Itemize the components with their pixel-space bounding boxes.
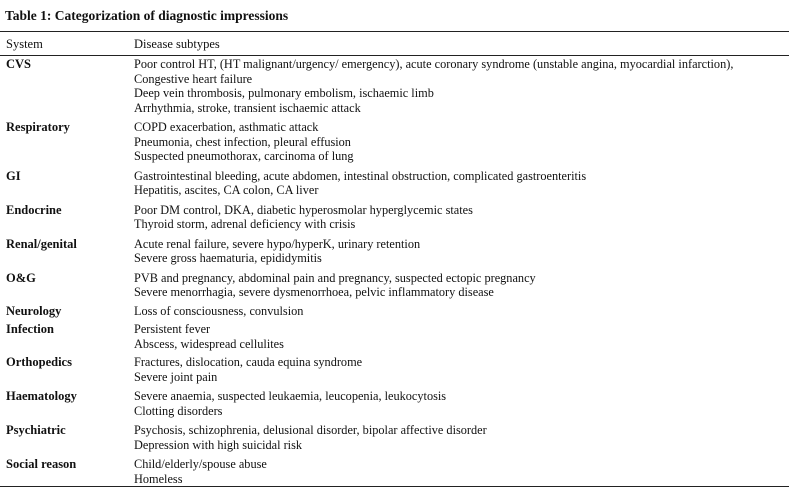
disease-subtypes-cell (134, 355, 789, 384)
disease-line: Abscess, widespread cellulites (134, 336, 284, 351)
disease-subtypes-cell (134, 237, 789, 266)
disease-subtypes-cell (134, 423, 789, 452)
table-row (0, 355, 789, 384)
bottom-rule (0, 486, 789, 487)
system-cell: Psychiatric (6, 423, 66, 437)
system-cell: Endocrine (6, 202, 62, 217)
disease-line: Fractures, dislocation, cauda equina syndrome (134, 355, 363, 369)
disease-line: Congestive heart failure (134, 71, 253, 86)
disease-subtypes-cell (134, 120, 789, 164)
system-cell: O&G (6, 270, 36, 285)
disease-line: Loss of consciousness, convulsion (134, 303, 304, 318)
disease-line: Clotting disorders (134, 403, 223, 418)
system-cell: Respiratory (6, 120, 70, 134)
top-rule (0, 31, 789, 32)
table-row (0, 237, 789, 266)
disease-line: Severe gross haematuria, epididymitis (134, 251, 322, 265)
disease-line: Child/elderly/spouse abuse (134, 457, 267, 471)
table-row (0, 203, 789, 232)
disease-subtypes-cell (134, 389, 789, 418)
disease-line: Homeless (134, 471, 183, 486)
table-row (0, 57, 789, 115)
disease-subtypes-cell (134, 169, 789, 198)
header-disease-subtypes: Disease subtypes (134, 37, 220, 51)
disease-line: Gastrointestinal bleeding, acute abdomen, intestinal obstruction, complicated gastroenteritis (134, 168, 587, 183)
disease-line: Depression with high suicidal risk (134, 437, 303, 452)
disease-subtypes-cell (134, 322, 789, 351)
table-title: Table 1: Categorization of diagnostic impressions (5, 8, 289, 23)
system-cell: Infection (6, 322, 54, 336)
table-row (0, 304, 789, 319)
disease-line: Suspected pneumothorax, carcinoma of lung (134, 149, 354, 163)
disease-line: Poor control HT, (HT malignant/urgency/ emergency), acute coronary syndrome (unstable angina, myocardial infarction), (134, 57, 734, 71)
system-cell: Haematology (6, 389, 77, 403)
disease-line: Thyroid storm, adrenal deficiency with crisis (134, 217, 356, 231)
disease-line: COPD exacerbation, asthmatic attack (134, 120, 319, 134)
table-row (0, 322, 789, 351)
system-cell: CVS (6, 57, 32, 71)
table-body (0, 57, 789, 486)
disease-line: Persistent fever (134, 322, 211, 336)
table-row (0, 423, 789, 452)
table-row (0, 271, 789, 300)
system-cell: Orthopedics (6, 355, 72, 369)
system-cell: Neurology (6, 303, 62, 318)
table-row (0, 169, 789, 198)
disease-line: Hepatitis, ascites, CA colon, CA liver (134, 183, 319, 197)
header-system: System (6, 37, 43, 51)
system-cell: Social reason (6, 457, 77, 471)
disease-line: Poor DM control, DKA, diabetic hyperosmolar hyperglycemic states (134, 202, 473, 217)
disease-subtypes-cell (134, 304, 789, 319)
table-row (0, 457, 789, 486)
disease-subtypes-cell (134, 203, 789, 232)
disease-subtypes-cell (134, 271, 789, 300)
disease-line: Pneumonia, chest infection, pleural effusion (134, 134, 351, 149)
disease-line: Deep vein thrombosis, pulmonary embolism, ischaemic limb (134, 86, 434, 100)
disease-line: Severe joint pain (134, 369, 218, 384)
disease-line: Psychosis, schizophrenia, delusional disorder, bipolar affective disorder (134, 423, 487, 437)
system-cell: Renal/genital (6, 236, 77, 251)
disease-line: Severe anaemia, suspected leukaemia, leucopenia, leukocytosis (134, 389, 447, 403)
table-row (0, 120, 789, 164)
header-rule (0, 55, 789, 56)
system-cell: GI (6, 168, 21, 183)
disease-line: Severe menorrhagia, severe dysmenorrhoea, pelvic inflammatory disease (134, 285, 494, 299)
disease-line: Acute renal failure, severe hypo/hyperK, urinary retention (134, 236, 421, 251)
table-row (0, 389, 789, 418)
disease-line: Arrhythmia, stroke, transient ischaemic attack (134, 100, 361, 115)
disease-line: PVB and pregnancy, abdominal pain and pregnancy, suspected ectopic pregnancy (134, 270, 536, 285)
disease-subtypes-cell (134, 57, 789, 115)
disease-subtypes-cell (134, 457, 789, 486)
